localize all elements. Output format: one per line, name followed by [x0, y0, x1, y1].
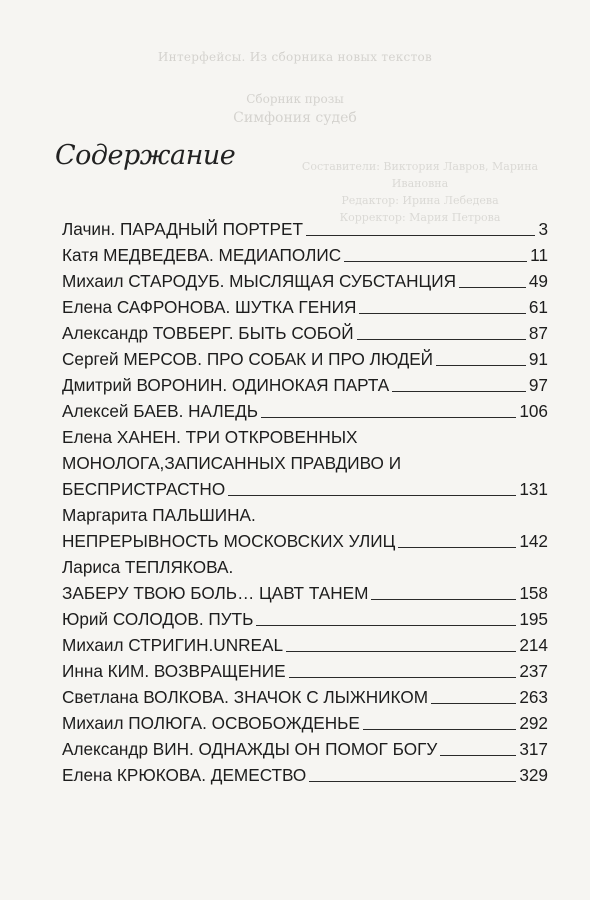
- toc-entry-line: [62, 684, 548, 710]
- toc-page-number: 131: [519, 479, 548, 499]
- toc-entry-line: [62, 476, 548, 502]
- toc-entry-title: Александр ВИН. ОДНАЖДЫ ОН ПОМОГ БОГУ: [62, 739, 438, 759]
- toc-entry-line: [62, 736, 548, 762]
- toc-entry-line: [62, 762, 548, 788]
- toc-entry[interactable]: [62, 762, 548, 788]
- toc-entry-title: Юрий СОЛОДОВ. ПУТЬ: [62, 609, 254, 629]
- toc-entry-title: Светлана ВОЛКОВА. ЗНАЧОК С ЛЫЖНИКОМ: [62, 687, 429, 707]
- toc-entry[interactable]: [62, 398, 548, 424]
- toc-entry-title: Катя МЕДВЕДЕВА. МЕДИАПОЛИС: [62, 245, 342, 265]
- toc-entry-line: [62, 216, 548, 242]
- toc-page-number: 142: [519, 531, 548, 551]
- toc-page-number: 329: [519, 765, 548, 785]
- toc-entry[interactable]: [62, 372, 548, 398]
- toc-entry-title: БЕСПРИСТРАСТНО: [62, 479, 226, 499]
- toc-entry[interactable]: [62, 346, 548, 372]
- toc-entry-line: [62, 710, 548, 736]
- toc-leader-line: [431, 703, 516, 704]
- table-of-contents: [62, 216, 548, 788]
- toc-leader-line: [359, 313, 525, 314]
- toc-leader-line: [309, 781, 516, 782]
- toc-leader-line: [357, 339, 526, 340]
- toc-entry-line: [62, 424, 548, 450]
- toc-entry[interactable]: [62, 294, 548, 320]
- toc-entry[interactable]: [62, 242, 548, 268]
- toc-entry-title: Михаил СТАРОДУБ. МЫСЛЯЩАЯ СУБСТАНЦИЯ: [62, 271, 456, 291]
- toc-entry-title: Дмитрий ВОРОНИН. ОДИНОКАЯ ПАРТА: [62, 375, 390, 395]
- toc-entry-title: НЕПРЕРЫВНОСТЬ МОСКОВСКИХ УЛИЦ: [62, 531, 396, 551]
- toc-entry-line: [62, 580, 548, 606]
- toc-leader-line: [228, 495, 516, 496]
- toc-entry[interactable]: [62, 684, 548, 710]
- toc-entry-title: МОНОЛОГА,ЗАПИСАННЫХ ПРАВДИВО И: [62, 453, 402, 473]
- toc-page-number: 263: [519, 687, 548, 707]
- toc-entry-line: [62, 606, 548, 632]
- toc-entry[interactable]: [62, 632, 548, 658]
- toc-page-number: 292: [519, 713, 548, 733]
- bleed-through-text: Интерфейсы. Из сборника новых текстов: [157, 50, 433, 64]
- toc-entry-title: Михаил СТРИГИН.UNREAL: [62, 635, 284, 655]
- toc-entry-line: [62, 658, 548, 684]
- toc-entry-title: Инна КИМ. ВОЗВРАЩЕНИЕ: [62, 661, 286, 681]
- toc-leader-line: [306, 235, 535, 236]
- toc-entry[interactable]: [62, 606, 548, 632]
- toc-entry-title: Алексей БАЕВ. НАЛЕДЬ: [62, 401, 259, 421]
- toc-entry-title: Елена ХАНЕН. ТРИ ОТКРОВЕННЫХ: [62, 427, 358, 447]
- toc-entry[interactable]: [62, 736, 548, 762]
- toc-leader-line: [398, 547, 516, 548]
- toc-page-number: 158: [519, 583, 548, 603]
- toc-entry-line: [62, 268, 548, 294]
- toc-page-number: 195: [519, 609, 548, 629]
- page-title: Содержание: [55, 140, 236, 171]
- toc-entry-line: [62, 398, 548, 424]
- bleed-through-text: Сборник прозы: [246, 92, 344, 106]
- toc-page-number: 87: [528, 323, 548, 343]
- toc-page-number: 11: [530, 245, 548, 265]
- toc-page-number: 317: [519, 739, 548, 759]
- toc-leader-line: [440, 755, 516, 756]
- toc-entry-title: ЗАБЕРУ ТВОЮ БОЛЬ… ЦАВТ ТАНЕМ: [62, 583, 369, 603]
- toc-entry[interactable]: [62, 554, 548, 606]
- toc-page-number: 214: [519, 635, 548, 655]
- toc-entry-line: [62, 554, 548, 580]
- toc-entry-title: Сергей МЕРСОВ. ПРО СОБАК И ПРО ЛЮДЕЙ: [62, 349, 434, 369]
- toc-entry[interactable]: [62, 502, 548, 554]
- toc-entry-title: Елена КРЮКОВА. ДЕМЕСТВО: [62, 765, 307, 785]
- toc-entry-title: Маргарита ПАЛЬШИНА.: [62, 505, 256, 525]
- toc-entry-line: [62, 346, 548, 372]
- toc-leader-line: [363, 729, 516, 730]
- toc-entry-line: [62, 294, 548, 320]
- toc-leader-line: [261, 417, 516, 418]
- toc-entry-line: [62, 450, 548, 476]
- toc-entry[interactable]: [62, 268, 548, 294]
- toc-entry[interactable]: [62, 424, 548, 502]
- toc-page-number: 49: [528, 271, 548, 291]
- toc-entry-line: [62, 502, 548, 528]
- toc-page-number: 61: [528, 297, 548, 317]
- toc-entry-title: Елена САФРОНОВА. ШУТКА ГЕНИЯ: [62, 297, 357, 317]
- toc-entry-line: [62, 242, 548, 268]
- toc-page-number: 237: [519, 661, 548, 681]
- toc-leader-line: [371, 599, 516, 600]
- toc-entry-line: [62, 372, 548, 398]
- toc-entry[interactable]: [62, 710, 548, 736]
- toc-leader-line: [459, 287, 526, 288]
- toc-entry-line: [62, 528, 548, 554]
- toc-entry-title: Лариса ТЕПЛЯКОВА.: [62, 557, 234, 577]
- toc-entry[interactable]: [62, 658, 548, 684]
- toc-page-number: 106: [519, 401, 548, 421]
- toc-entry-title: Лачин. ПАРАДНЫЙ ПОРТРЕТ: [62, 219, 303, 239]
- toc-leader-line: [286, 651, 516, 652]
- bleed-through-text: Симфония судеб: [233, 110, 357, 126]
- toc-leader-line: [256, 625, 516, 626]
- toc-entry[interactable]: [62, 320, 548, 346]
- toc-entry[interactable]: [62, 216, 548, 242]
- toc-page-number: 3: [538, 219, 548, 239]
- toc-page-number: 97: [528, 375, 548, 395]
- toc-entry-title: Александр ТОВБЕРГ. БЫТЬ СОБОЙ: [62, 323, 354, 343]
- toc-leader-line: [344, 261, 527, 262]
- toc-entry-line: [62, 320, 548, 346]
- toc-page-number: 91: [528, 349, 548, 369]
- toc-entry-title: Михаил ПОЛЮГА. ОСВОБОЖДЕНЬЕ: [62, 713, 360, 733]
- bleed-through-block: Составители: Виктория Лавров, Марина Ивановна Редактор: Ирина Лебедева Корректор: Мария Петрова: [301, 160, 539, 224]
- toc-leader-line: [436, 365, 526, 366]
- toc-entry-line: [62, 632, 548, 658]
- toc-leader-line: [392, 391, 526, 392]
- toc-leader-line: [289, 677, 517, 678]
